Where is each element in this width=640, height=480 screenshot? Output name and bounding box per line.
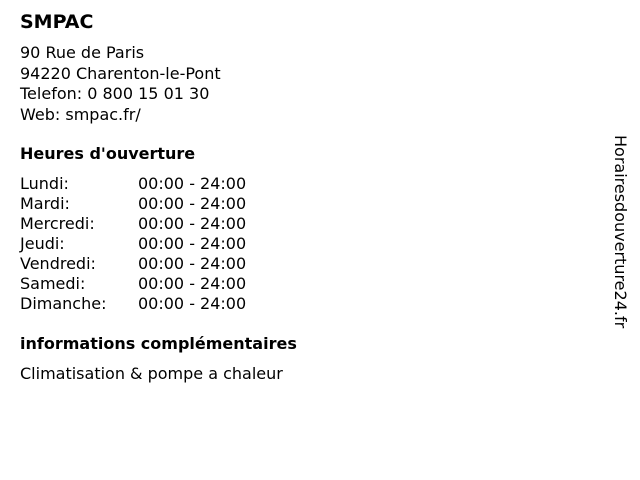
hours-time: 00:00 - 24:00 — [138, 214, 247, 233]
hours-day: Dimanche: — [20, 294, 107, 313]
hours-day: Mardi: — [20, 194, 70, 213]
hours-time: 00:00 - 24:00 — [138, 174, 247, 193]
site-watermark: Horairesdouverture24.fr — [611, 135, 630, 329]
additional-info-text: Climatisation & pompe a chaleur — [20, 364, 283, 383]
hours-time: 00:00 - 24:00 — [138, 254, 247, 273]
hours-day: Lundi: — [20, 174, 69, 193]
hours-time: 00:00 - 24:00 — [138, 194, 247, 213]
address-street: 90 Rue de Paris — [20, 43, 145, 62]
business-name: SMPAC — [20, 11, 94, 33]
address-city: 94220 Charenton-le-Pont — [20, 63, 221, 83]
hours-day: Vendredi: — [20, 254, 96, 273]
hours-time: 00:00 - 24:00 — [138, 274, 247, 293]
phone-number: Telefon: 0 800 15 01 30 — [20, 84, 210, 103]
hours-time: 00:00 - 24:00 — [138, 294, 247, 313]
hours-day: Samedi: — [20, 274, 86, 293]
additional-info-heading: informations complémentaires — [20, 334, 297, 353]
contact-block — [20, 43, 221, 125]
opening-hours-heading: Heures d'ouverture — [20, 144, 196, 163]
hours-day: Jeudi: — [20, 234, 65, 253]
website-link[interactable]: Web: smpac.fr/ — [20, 104, 141, 124]
hours-day: Mercredi: — [20, 214, 95, 233]
hours-time: 00:00 - 24:00 — [138, 234, 247, 253]
